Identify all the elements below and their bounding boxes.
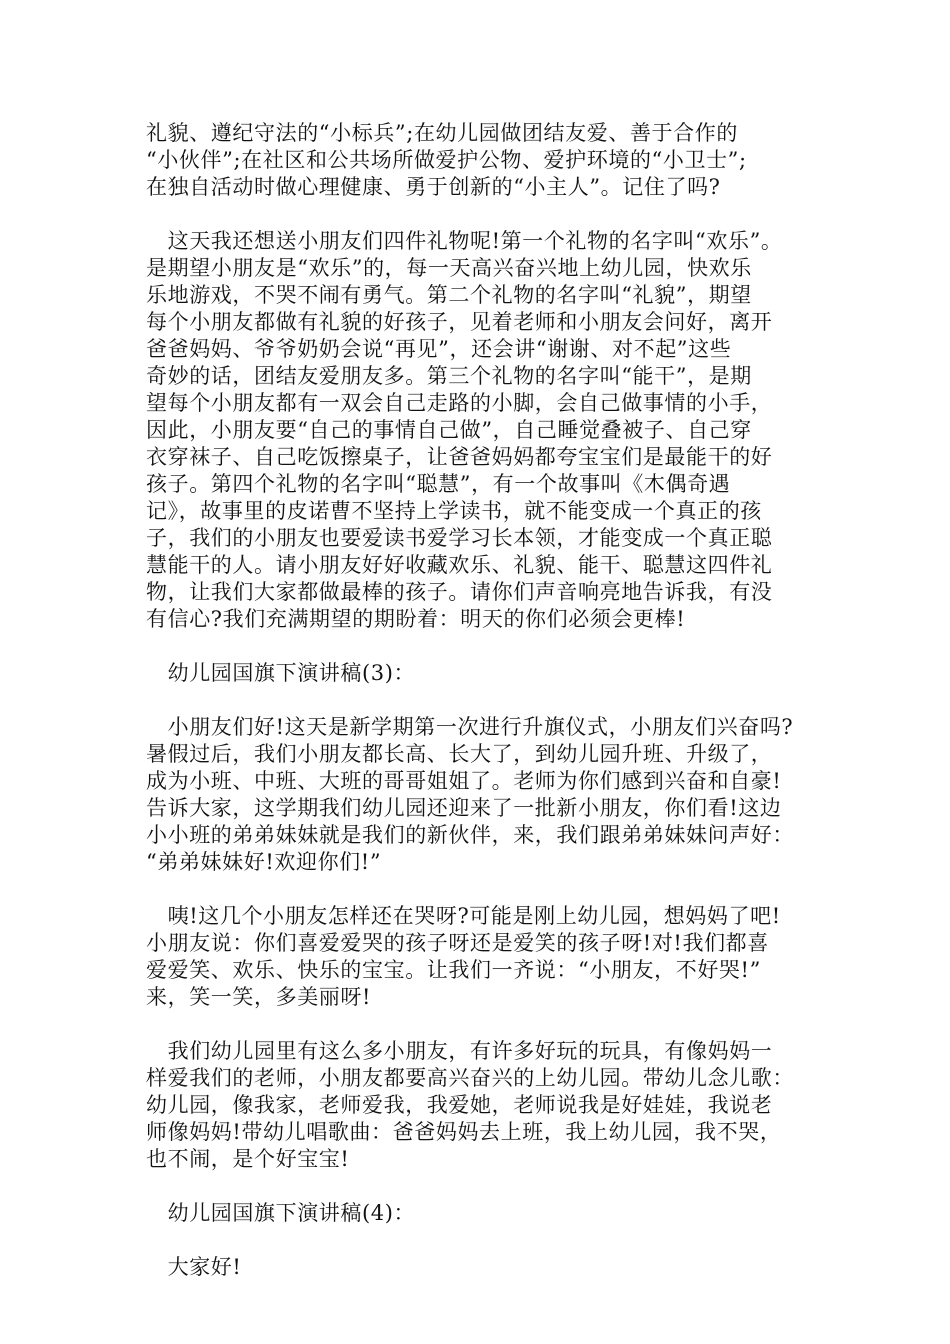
section-heading-3 (146, 660, 826, 687)
text-line: “弟弟妹妹好!欢迎你们!” (146, 850, 382, 874)
text-line: 咦!这几个小朋友怎样还在哭呀?可能是刚上幼儿园，想妈妈了吧! (146, 904, 781, 928)
text-line: 有信心?我们充满期望的期盼着：明天的你们必须会更棒! (146, 607, 686, 631)
text-line: 小朋友们好!这天是新学期第一次进行升旗仪式，小朋友们兴奋吗? (146, 715, 794, 739)
text-line: 成为小班、中班、大班的哥哥姐姐了。老师为你们感到兴奋和自豪! (146, 769, 782, 793)
text-line: 奇妙的话，团结友爱朋友多。第三个礼物的名字叫“能干”，是期 (146, 364, 752, 388)
text-line: 这天我还想送小朋友们四件礼物呢!第一个礼物的名字叫“欢乐”。 (146, 229, 783, 253)
text-line: 大家好! (146, 1255, 242, 1279)
text-line: 样爱我们的老师，小朋友都要高兴奋兴的上幼儿园。带幼儿念儿歌： (146, 1066, 794, 1090)
section-heading-4 (146, 1200, 826, 1227)
text-line: 小朋友说：你们喜爱爱哭的孩子呀还是爱笑的孩子呀!对!我们都喜 (146, 931, 769, 955)
text-line: 也不闹，是个好宝宝! (146, 1147, 350, 1171)
text-line: 物，让我们大家都做最棒的孩子。请你们声音响亮地告诉我，有没 (146, 580, 773, 604)
text-line: 礼貌、遵纪守法的“小标兵”;在幼儿园做团结友爱、善于合作的 (146, 121, 738, 145)
text-line: 望每个小朋友都有一双会自己走路的小脚，会自己做事情的小手， (146, 391, 773, 415)
text-line: 记》，故事里的皮诺曹不坚持上学读书，就不能变成一个真正的孩 (146, 499, 762, 523)
text-line: 幼儿园国旗下演讲稿(4)： (146, 1201, 416, 1225)
text-line: 来，笑一笑，多美丽呀! (146, 985, 372, 1009)
text-line: 慧能干的人。请小朋友好好收藏欢乐、礼貌、能干、聪慧这四件礼 (146, 553, 773, 577)
text-line: 暑假过后，我们小朋友都长高、长大了，到幼儿园升班、升级了， (146, 742, 773, 766)
paragraph-greeting (146, 1254, 826, 1281)
text-line: 爱爱笑、欢乐、快乐的宝宝。让我们一齐说：“小朋友，不好哭!” (146, 958, 761, 982)
text-line: 乐地游戏，不哭不闹有勇气。第二个礼物的名字叫“礼貌”，期望 (146, 283, 752, 307)
paragraph-new-semester (146, 714, 826, 876)
text-line: 小小班的弟弟妹妹就是我们的新伙伴，来，我们跟弟弟妹妹问声好： (146, 823, 794, 847)
text-line: “小伙伴”;在社区和公共场所做爱护公物、爱护环境的“小卫士”; (146, 148, 747, 172)
paragraph-continuation (146, 120, 826, 201)
text-line: 在独自活动时做心理健康、勇于创新的“小主人”。记住了吗? (146, 175, 721, 199)
paragraph-kindergarten-song (146, 1038, 826, 1173)
paragraph-crying (146, 903, 826, 1011)
document-body (146, 120, 826, 1308)
text-line: 子，我们的小朋友也要爱读书爱学习长本领，才能变成一个真正聪 (146, 526, 773, 550)
text-line: 爸爸妈妈、爷爷奶奶会说“再见”，还会讲“谢谢、对不起”这些 (146, 337, 732, 361)
paragraph-four-gifts (146, 228, 826, 633)
text-line: 幼儿园国旗下演讲稿(3)： (146, 661, 416, 685)
text-line: 我们幼儿园里有这么多小朋友，有许多好玩的玩具，有像妈妈一 (146, 1039, 773, 1063)
text-line: 孩子。第四个礼物的名字叫“聪慧”，有一个故事叫《木偶奇遇 (146, 472, 731, 496)
text-line: 每个小朋友都做有礼貌的好孩子，见着老师和小朋友会问好，离开 (146, 310, 773, 334)
text-line: 因此，小朋友要“自己的事情自己做”，自己睡觉叠被子、自己穿 (146, 418, 752, 442)
text-line: 幼儿园，像我家，老师爱我，我爱她，老师说我是好娃娃，我说老 (146, 1093, 773, 1117)
text-line: 师像妈妈!带幼儿唱歌曲：爸爸妈妈去上班，我上幼儿园，我不哭， (146, 1120, 782, 1144)
text-line: 告诉大家，这学期我们幼儿园还迎来了一批新小朋友，你们看!这边 (146, 796, 782, 820)
text-line: 衣穿袜子、自己吃饭擦桌子，让爸爸妈妈都夸宝宝们是最能干的好 (146, 445, 773, 469)
text-line: 是期望小朋友是“欢乐”的，每一天高兴奋兴地上幼儿园，快欢乐 (146, 256, 752, 280)
